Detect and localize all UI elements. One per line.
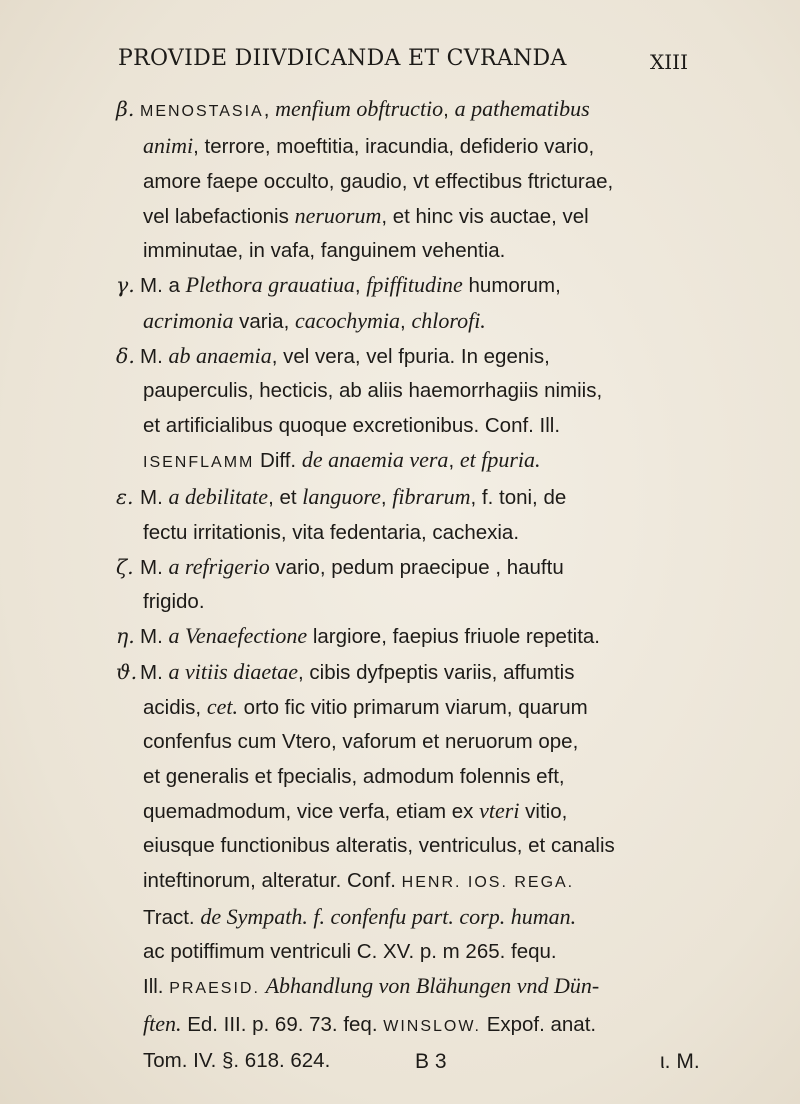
text-run: Ed. III. p. 69. 73. feq. bbox=[181, 1012, 384, 1036]
text-run: confenfus cum Vtero, vaforum et neruorum ope, bbox=[143, 730, 579, 754]
text-line bbox=[116, 374, 706, 408]
italic-text: neruorum bbox=[294, 202, 382, 228]
italic-text: fibrarum bbox=[392, 484, 471, 510]
signature-mark: B 3 bbox=[415, 1050, 447, 1073]
italic-text: et fpuria. bbox=[459, 446, 541, 472]
small-caps-text: HENR. IOS. REGA. bbox=[401, 873, 575, 891]
entry-paragraph bbox=[116, 619, 706, 654]
text-run: ac potiffimum ventriculi C. XV. p. m 265. fequ. bbox=[143, 940, 557, 964]
italic-text: cet. bbox=[206, 694, 238, 720]
entry-paragraph bbox=[116, 339, 706, 480]
text-line bbox=[116, 864, 706, 900]
page-body bbox=[116, 92, 706, 1078]
text-line bbox=[116, 969, 706, 1006]
text-run: , vel vera, vel fpuria. In egenis, bbox=[271, 345, 550, 369]
italic-text: cacochymia bbox=[294, 307, 401, 333]
text-line bbox=[116, 655, 706, 690]
small-caps-text: ISENFLAMM bbox=[143, 453, 255, 471]
text-line bbox=[116, 900, 706, 935]
text-line bbox=[116, 550, 706, 585]
text-line bbox=[116, 935, 706, 969]
entry-marker: γ. bbox=[116, 273, 135, 298]
text-line bbox=[116, 268, 706, 303]
running-header bbox=[118, 46, 688, 78]
text-line bbox=[116, 129, 706, 164]
text-run: , bbox=[443, 98, 455, 121]
text-run: acidis, bbox=[143, 696, 207, 720]
text-run: , bbox=[354, 274, 367, 298]
italic-text: de anaemia vera bbox=[301, 446, 449, 472]
page-footer bbox=[0, 1050, 800, 1090]
text-run: imminutae, in vafa, fanguinem vehentia. bbox=[143, 239, 506, 263]
small-caps-text: WINSLOW. bbox=[383, 1017, 481, 1035]
text-run: Tract. bbox=[143, 905, 201, 929]
text-line bbox=[116, 760, 706, 794]
text-run: , et bbox=[268, 486, 303, 510]
text-run: inteftinorum, alteratur. Conf. bbox=[143, 868, 402, 892]
italic-text: languore bbox=[302, 484, 381, 510]
text-line bbox=[116, 1007, 706, 1044]
text-run: M. bbox=[140, 555, 169, 579]
text-run: M. bbox=[140, 625, 169, 649]
text-run: frigido. bbox=[143, 590, 205, 614]
italic-text: fpiffitudine bbox=[366, 272, 463, 298]
italic-text: Abhandlung von Blähungen vnd Dün- bbox=[265, 973, 600, 999]
italic-text: acrimonia bbox=[143, 307, 234, 333]
text-run: M. bbox=[140, 660, 169, 684]
entry-marker: β. bbox=[116, 97, 135, 121]
text-line bbox=[116, 199, 706, 234]
text-run: vario, pedum praecipue , hauftu bbox=[269, 555, 564, 579]
text-line bbox=[116, 304, 706, 339]
entry-marker: ϑ. bbox=[116, 659, 138, 684]
text-line bbox=[116, 516, 706, 550]
text-run: , bbox=[380, 486, 393, 510]
text-run: , f. toni, de bbox=[470, 486, 567, 510]
text-run: , bbox=[263, 98, 276, 121]
text-run: largiore, faepius friuole repetita. bbox=[307, 625, 600, 649]
italic-text: de Sympath. f. confenfu part. corp. human. bbox=[200, 903, 577, 929]
text-line bbox=[116, 443, 706, 480]
text-run: et artificialibus quoque excretionibus. Conf. Ill. bbox=[143, 413, 561, 437]
entry-paragraph bbox=[116, 268, 706, 339]
italic-text: ab anaemia bbox=[168, 343, 272, 369]
italic-text: animi bbox=[143, 133, 194, 159]
text-line bbox=[116, 165, 706, 199]
text-line bbox=[116, 234, 706, 268]
text-run: , et hinc vis auctae, vel bbox=[381, 204, 589, 228]
text-run: Ill. bbox=[143, 975, 170, 999]
text-line bbox=[116, 794, 706, 829]
entry-paragraph bbox=[116, 550, 706, 620]
text-run: , terrore, moeftitia, iracundia, defiderio vario, bbox=[193, 135, 595, 159]
italic-text: chlorofi. bbox=[411, 307, 486, 333]
text-run: varia, bbox=[233, 309, 295, 333]
text-run: M. a bbox=[140, 274, 186, 298]
small-caps-text: MENOSTASIA bbox=[140, 103, 264, 120]
entry-marker: ε. bbox=[116, 485, 134, 510]
text-run: pauperculis, hecticis, ab aliis haemorrhagiis nimiis, bbox=[143, 379, 603, 403]
entry-marker: δ. bbox=[116, 344, 135, 369]
italic-text: a Venaefectione bbox=[168, 623, 308, 649]
text-line bbox=[116, 409, 706, 443]
text-line bbox=[116, 690, 706, 725]
entry-paragraph bbox=[116, 655, 706, 1079]
text-run: amore faepe occulto, gaudio, vt effectibus ftricturae, bbox=[143, 169, 614, 193]
text-line bbox=[116, 92, 706, 129]
entry-marker: ζ. bbox=[116, 554, 134, 579]
text-run: orto fic vitio primarum viarum, quarum bbox=[237, 696, 588, 720]
text-run: vel labefactionis bbox=[143, 204, 295, 228]
italic-text: a pathematibus bbox=[454, 96, 590, 121]
text-line bbox=[116, 480, 706, 515]
italic-text: ften. bbox=[143, 1010, 182, 1036]
page-number: XIII bbox=[650, 50, 688, 74]
text-run: et generalis et fpecialis, admodum folennis eft, bbox=[143, 764, 565, 788]
text-line bbox=[116, 585, 706, 619]
entry-marker: η. bbox=[116, 624, 135, 649]
text-run: humorum, bbox=[462, 274, 561, 298]
text-run: fectu irritationis, vita fedentaria, cachexia. bbox=[143, 520, 520, 544]
italic-text: a refrigerio bbox=[168, 553, 270, 579]
text-run: vitio, bbox=[519, 799, 568, 823]
text-run: , cibis dyfpeptis variis, affumtis bbox=[298, 660, 575, 684]
text-run: , bbox=[448, 448, 460, 472]
text-run: M. bbox=[140, 345, 169, 369]
running-title: PROVIDE DIIVDICANDA ET CVRANDA bbox=[118, 46, 567, 71]
italic-text: vteri bbox=[479, 797, 520, 823]
italic-text: a debilitate bbox=[168, 484, 269, 510]
catchword: ι. M. bbox=[660, 1050, 700, 1073]
text-run: eiusque functionibus alteratis, ventriculus, et canalis bbox=[143, 834, 615, 858]
text-run: quemadmodum, vice verfa, etiam ex bbox=[143, 799, 480, 823]
text-run: M. bbox=[140, 486, 169, 510]
text-run: Expof. anat. bbox=[481, 1012, 597, 1036]
italic-text: Plethora grauatiua bbox=[185, 272, 355, 298]
italic-text: menfium obftructio bbox=[275, 96, 444, 121]
text-run: Diff. bbox=[254, 448, 302, 472]
entry-paragraph bbox=[116, 480, 706, 550]
italic-text: a vitiis diaetae bbox=[168, 658, 298, 684]
text-run: , bbox=[400, 309, 412, 333]
small-caps-text: PRAESID. bbox=[169, 980, 260, 998]
text-line bbox=[116, 339, 706, 374]
entry-paragraph bbox=[116, 92, 706, 268]
text-line bbox=[116, 725, 706, 759]
text-line bbox=[116, 829, 706, 863]
text-run: Tom. IV. §. 618. 624. bbox=[143, 1049, 331, 1073]
text-line bbox=[116, 619, 706, 654]
